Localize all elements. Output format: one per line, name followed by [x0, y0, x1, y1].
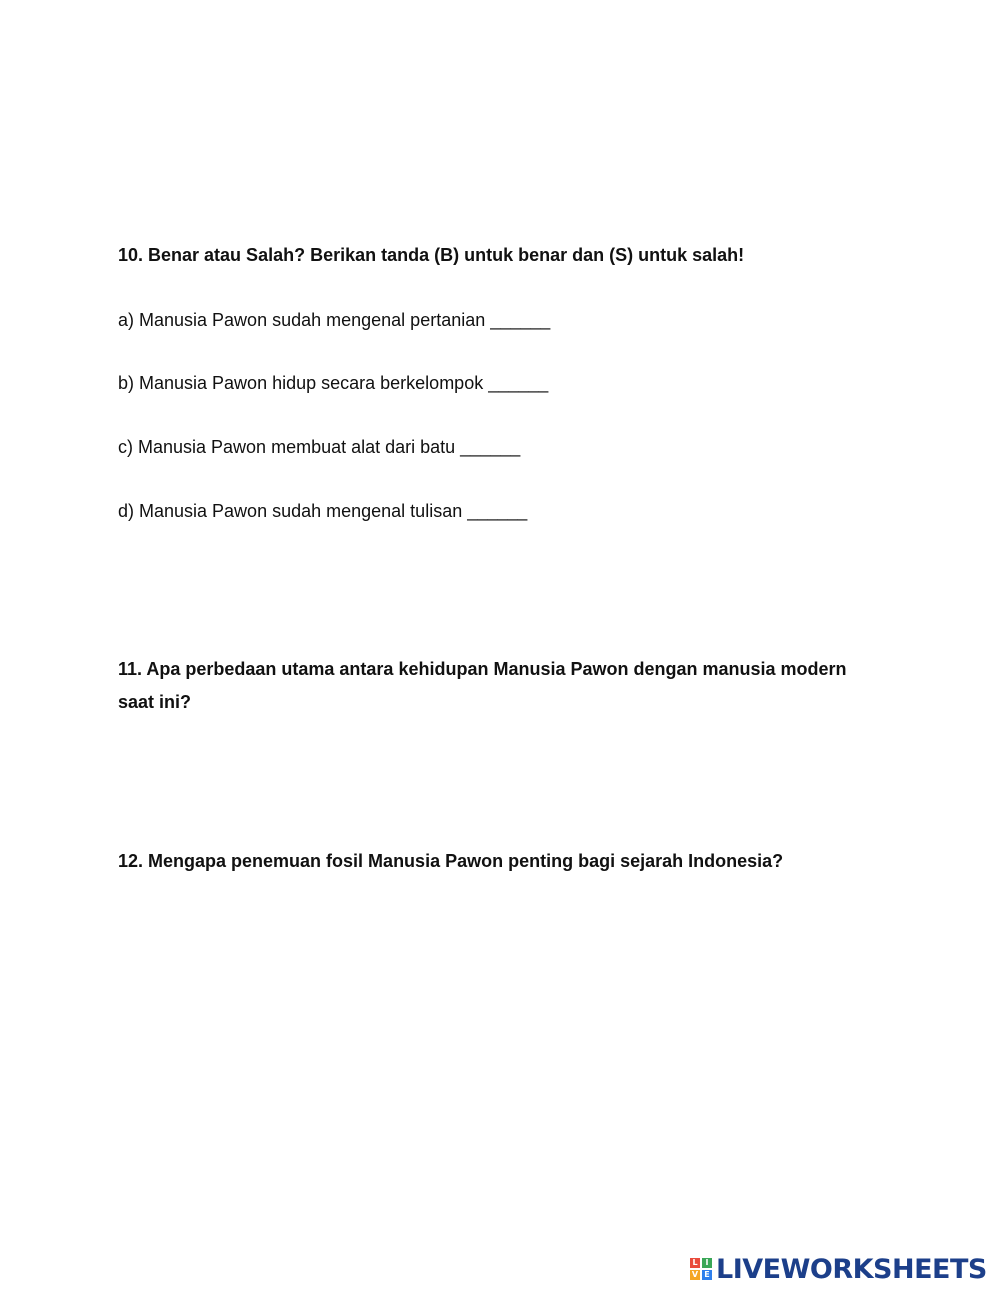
question-10-item-c: c) Manusia Pawon membuat alat dari batu ______ [118, 437, 521, 457]
question-12-title: 12. Mengapa penemuan fosil Manusia Pawon penting bagi sejarah Indonesia? [118, 851, 784, 871]
question-10-item-a: a) Manusia Pawon sudah mengenal pertanian ______ [118, 310, 551, 330]
question-10-title: 10. Benar atau Salah? Berikan tanda (B) untuk benar dan (S) untuk salah! [118, 245, 745, 265]
logo-letter: I [702, 1258, 712, 1268]
question-11-title: 11. Apa perbedaan utama antara kehidupan Manusia Pawon dengan manusia modern saat ini? [118, 659, 847, 712]
logo-letter: V [691, 1270, 699, 1279]
question-10-item-d: d) Manusia Pawon sudah mengenal tulisan ______ [118, 501, 528, 521]
logo-squares-icon [690, 1258, 712, 1280]
question-10-item-b: b) Manusia Pawon hidup secara berkelompok ______ [118, 373, 549, 393]
logo-letter: L [690, 1258, 700, 1268]
liveworksheets-logo [690, 1252, 987, 1286]
logo-text: LIVEWORKSHEETS [716, 1253, 987, 1285]
logo-letter: E [702, 1270, 712, 1280]
